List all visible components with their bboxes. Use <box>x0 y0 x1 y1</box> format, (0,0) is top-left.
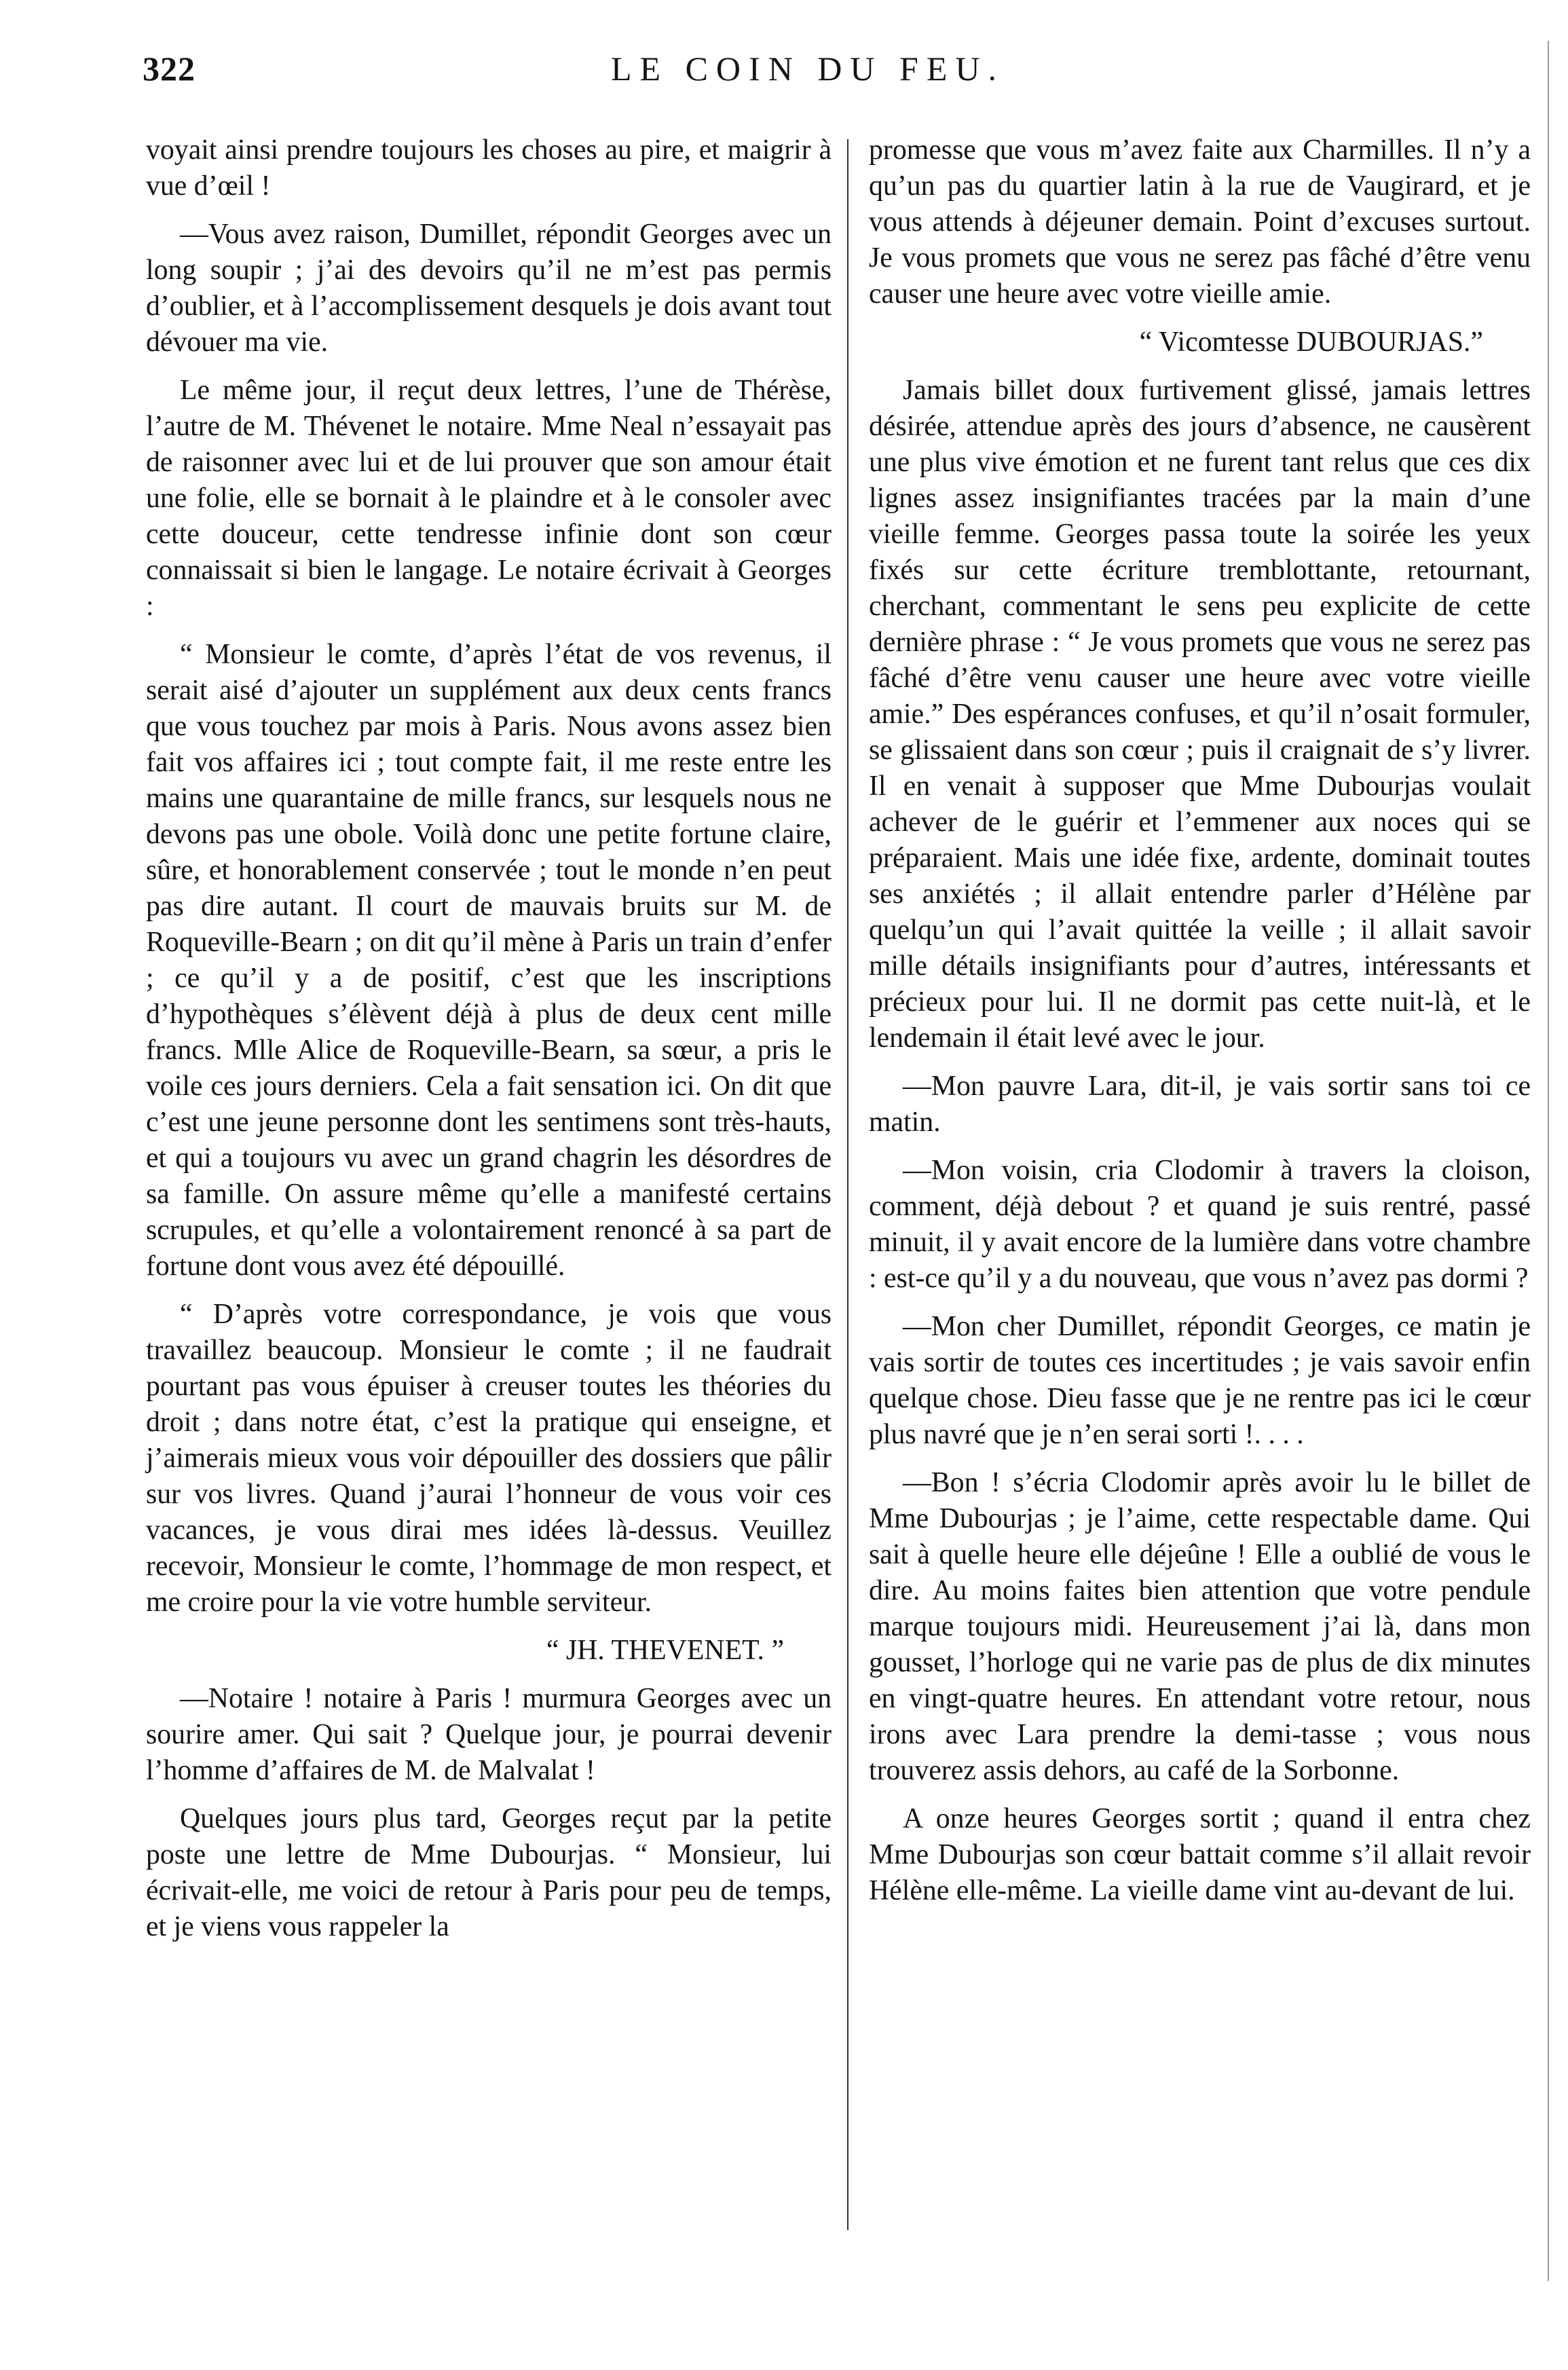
paragraph: Quelques jours plus tard, Georges reçut par la petite poste une lettre de Mme Dubourjas. “ Monsieur, lui écrivait-elle, me voici de retour à Paris pour peu de temps, et je viens vous rappeler la <box>146 1803 832 1942</box>
left-column <box>146 132 832 1957</box>
paragraph: Jamais billet doux furtivement glissé, jamais lettres désirée, attendue après des jours d’absence, ne causèrent une plus vive émotion et ne furent tant relus que ces dix lignes assez insignifiantes tracées par la main d’une vieille femme. Georges passa toute la soirée les yeux fixés sur cette écriture tremblottante, retournant, cherchant, commentant le sens peu explicite de cette dernière phrase : “ Je vous promets que vous ne serez pas fâché d’être venu causer une heure avec votre vieille amie.” Des espérances confuses, et qu’il n’osait formuler, se glissaient dans son cœur ; puis il craignait de s’y livrer. Il en venait à supposer que Mme Dubourjas voulait achever de le guérir et l’emmener aux noces qui se préparaient. Mais une idée fixe, ardente, dominait toutes ses anxiétés ; il allait entendre parler d’Hélène par quelqu’un qui l’avait quittée la veille ; il allait savoir mille détails insignifiants pour d’autres, intéressants et précieux pour lui. Il ne dormit pas cette nuit-là, et le lendemain il était levé avec le jour. <box>869 375 1531 1054</box>
running-title: LE COIN DU FEU. <box>611 50 1005 88</box>
running-head <box>143 49 1500 103</box>
paragraph: —Bon ! s’écria Clodomir après avoir lu le billet de Mme Dubourjas ; je l’aime, cette respectable dame. Qui sait à quelle heure elle déjeûne ! Elle a oublié de vous le dire. Au moins faites bien attention que votre pendule marque toujours midi. Heureusement j’ai là, dans mon gousset, l’horloge qui ne varie pas de plus de dix minutes en vingt-quatre heures. En attendant votre retour, nous irons avec Lara prendre la demi-tasse ; vous nous trouverez assis dehors, au café de la Sorbonne. <box>869 1467 1531 1786</box>
paragraph: —Mon voisin, cria Clodomir à travers la cloison, comment, déjà debout ? et quand je suis rentré, passé minuit, il y avait encore de la lumière dans votre chambre : est-ce qu’il y a du nouveau, que vous n’avez pas dormi ? <box>869 1155 1531 1294</box>
right-column <box>869 132 1531 1921</box>
paragraph: —Mon cher Dumillet, répondit Georges, ce matin je vais sortir de toutes ces incertitudes ; je vais savoir enfin quelque chose. Dieu fasse que je ne rentre pas ici le cœur plus navré que je n’en serai sorti !. . . . <box>869 1311 1531 1450</box>
paragraph: promesse que vous m’avez faite aux Charmilles. Il n’y a qu’un pas du quartier latin à la rue de Vaugirard, et je vous attends à déjeuner demain. Point d’excuses surtout. Je vous promets que vous ne serez pas fâché d’être venu causer une heure avec votre vieille amie. <box>869 134 1531 310</box>
paragraph: —Mon pauvre Lara, dit-il, je vais sortir sans toi ce matin. <box>869 1071 1531 1138</box>
paragraph: voyait ainsi prendre toujours les choses au pire, et maigrir à vue d’œil ! <box>146 134 832 202</box>
letter-signature: “ JH. THEVENET. ” <box>546 1635 784 1666</box>
page-number: 322 <box>143 50 195 88</box>
paragraph: —Vous avez raison, Dumillet, répondit Georges avec un long soupir ; j’ai des devoirs qu’il ne m’est pas permis d’oublier, et à l’accomplissement desquels je dois avant tout dévouer ma vie. <box>146 219 832 358</box>
paragraph: A onze heures Georges sortit ; quand il entra chez Mme Dubourjas son cœur battait comme s’il allait revoir Hélène elle-même. La vieille dame vint au-devant de lui. <box>869 1803 1531 1906</box>
column-divider <box>847 139 848 2230</box>
paragraph: “ D’après votre correspondance, je vois que vous travaillez beaucoup. Monsieur le comte ; il ne faudrait pourtant pas vous épuiser à creuser toutes les théories du droit ; dans notre état, c’est la pratique qui enseigne, et j’aimerais mieux vous voir dépouiller des dossiers que pâlir sur vos livres. Quand j’aurai l’honneur de vous voir ces vacances, je vous dirai mes idées là-dessus. Veuillez recevoir, Monsieur le comte, l’hommage de mon respect, et me croire pour la vie votre humble serviteur. <box>146 1299 832 1618</box>
paragraph: Le même jour, il reçut deux lettres, l’une de Thérèse, l’autre de M. Thévenet le notaire. Mme Neal n’essayait pas de raisonner avec lui et de lui prouver que son amour était une folie, elle se bornait à le plaindre et à le consoler avec cette douceur, cette tendresse infinie dont son cœur connaissait si bien le langage. Le notaire écrivait à Georges : <box>146 375 832 622</box>
paragraph: “ Monsieur le comte, d’après l’état de vos revenus, il serait aisé d’ajouter un supplément aux deux cents francs que vous touchez par mois à Paris. Nous avons assez bien fait vos affaires ici ; tout compte fait, il me reste entre les mains une quarantaine de mille francs, sur lesquels nous ne devons pas une obole. Voilà donc une petite fortune claire, sûre, et honorablement conservée ; tout le monde n’en peut pas dire autant. Il court de mauvais bruits sur M. de Roqueville-Bearn ; on dit qu’il mène à Paris un train d’enfer ; ce qu’il y a de positif, c’est que les inscriptions d’hypothèques s’élèvent déjà à plus de deux cent mille francs. Mlle Alice de Roqueville-Bearn, sa sœur, a pris le voile ces jours derniers. Cela a fait sensation ici. On dit que c’est une jeune personne dont les sentimens sont très-hauts, et qui a toujours vu avec un grand chagrin les désordres de sa famille. On assure même qu’elle a manifesté certains scrupules, et qu’elle a volontairement renoncé à sa part de fortune dont vous avez été dépouillé. <box>146 639 832 1282</box>
letter-signature: “ Vicomtesse DUBOURJAS.” <box>1139 327 1483 358</box>
page-edge-line <box>1548 41 1549 2281</box>
paragraph: —Notaire ! notaire à Paris ! murmura Georges avec un sourire amer. Qui sait ? Quelque jour, je pourrai devenir l’homme d’affaires de M. de Malvalat ! <box>146 1683 832 1786</box>
